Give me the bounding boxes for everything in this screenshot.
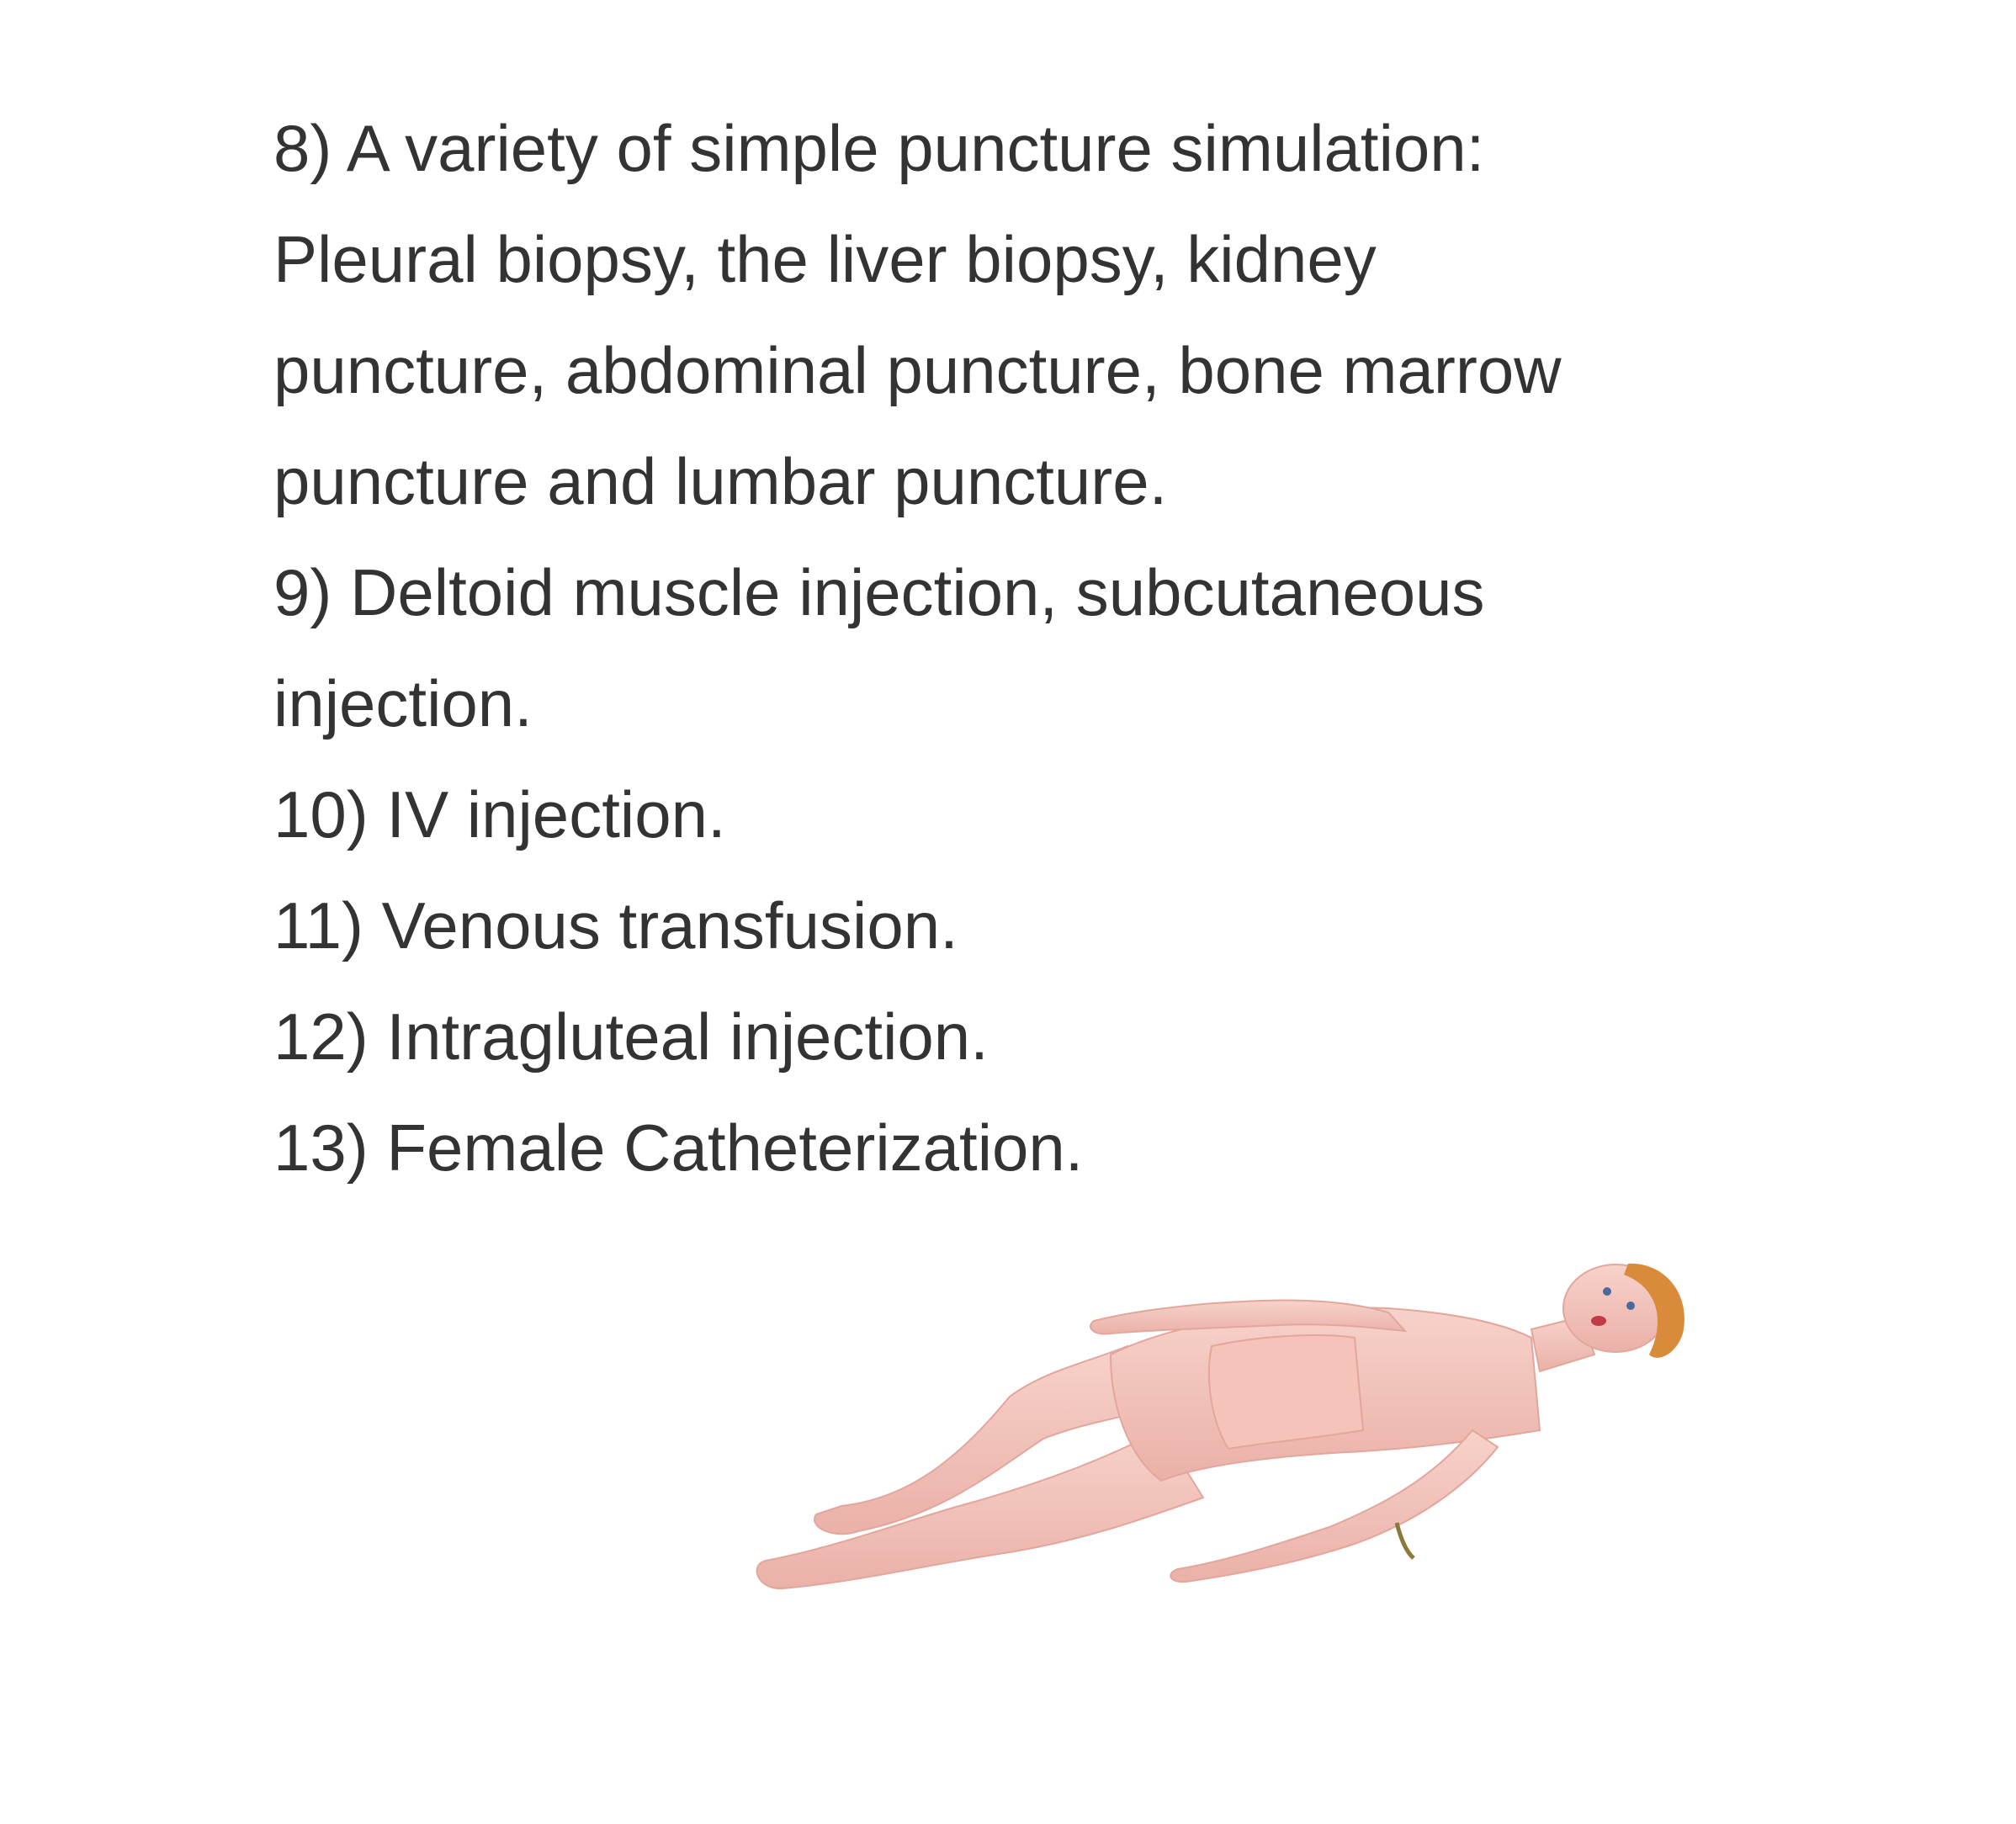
feature-line: 10) IV injection.: [273, 777, 726, 851]
abdomen-insert: [1209, 1335, 1363, 1449]
manikin-illustration: [690, 1228, 1784, 1817]
feature-line: injection.: [273, 666, 533, 740]
feature-list: [273, 93, 1704, 1203]
feature-line: 12) Intragluteal injection.: [273, 999, 989, 1074]
feature-line: 13) Female Catheterization.: [273, 1111, 1084, 1185]
feature-line: 8) A variety of simple puncture simulation:: [273, 111, 1485, 185]
feature-line: puncture and lumbar puncture.: [273, 444, 1168, 518]
eye: [1603, 1287, 1611, 1296]
eye: [1626, 1302, 1635, 1310]
feature-line: 11) Venous transfusion.: [273, 888, 958, 962]
feature-line: 9) Deltoid muscle injection, subcutaneous: [273, 555, 1485, 629]
mouth: [1591, 1316, 1606, 1326]
nursing-manikin-image: [690, 1228, 1784, 1817]
iv-tube: [1397, 1523, 1414, 1558]
feature-line: Pleural biopsy, the liver biopsy, kidney: [273, 222, 1377, 296]
feature-line: puncture, abdominal puncture, bone marrow: [273, 333, 1562, 407]
